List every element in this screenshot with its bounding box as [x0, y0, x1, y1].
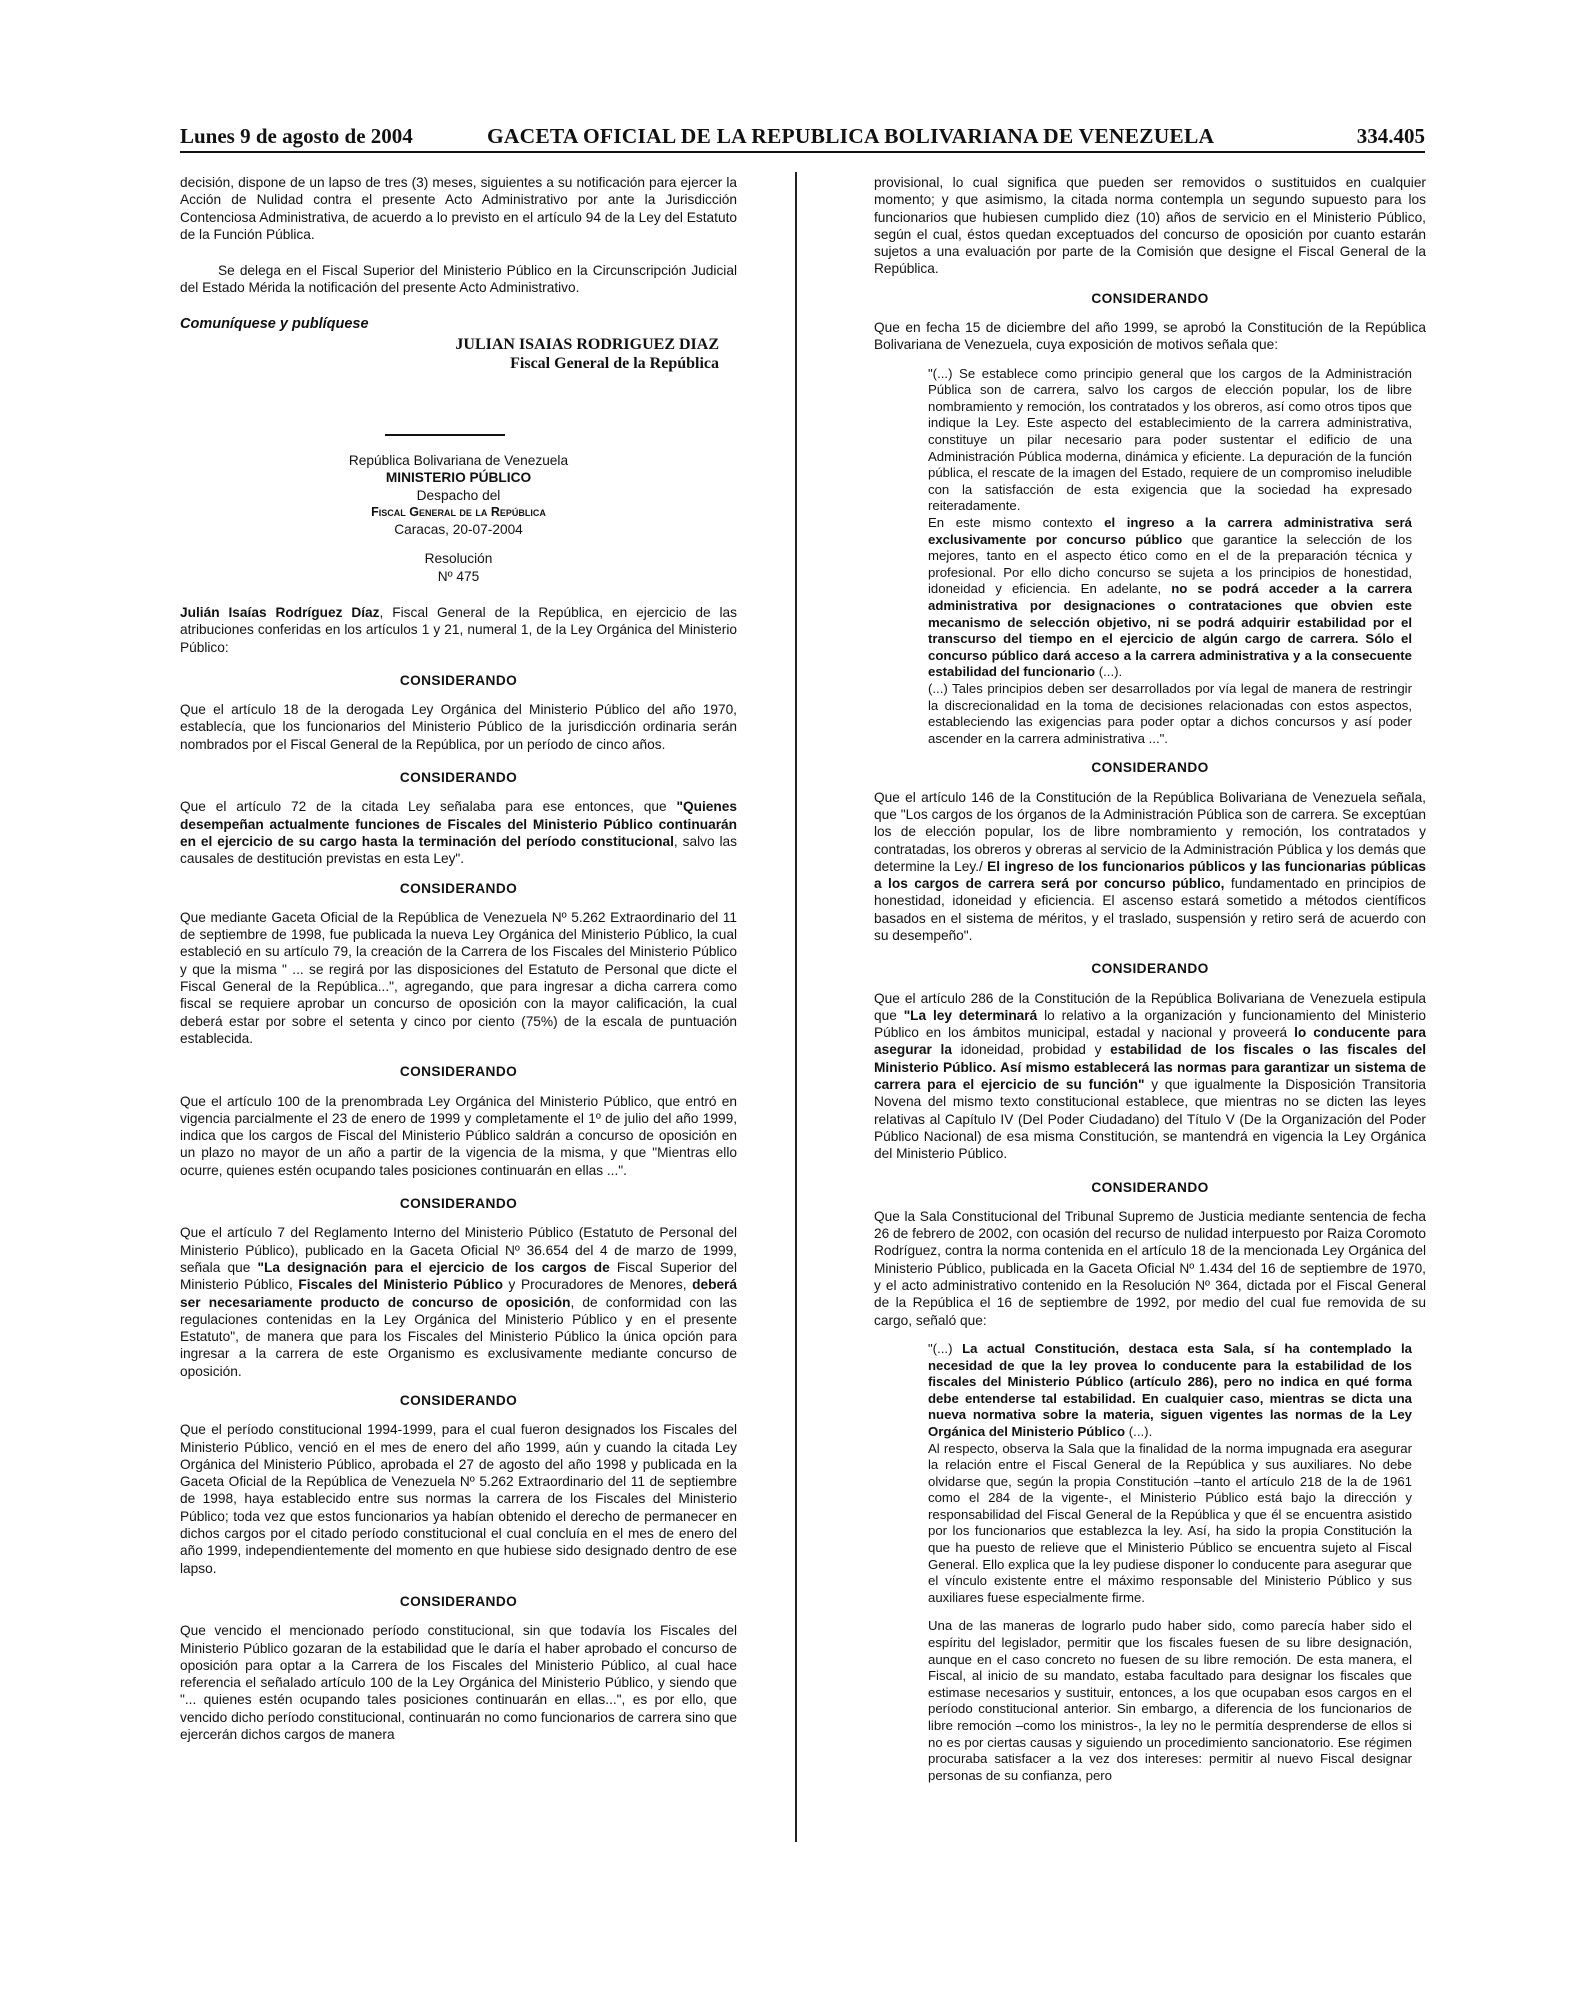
heading-considerando: CONSIDERANDO: [399, 1064, 518, 1080]
paragraph: Que en fecha 15 de diciembre del año 1999, se aprobó la Constitución de la República Bolivariana de Venezuela, cuya exposición de motivos señala que:: [874, 320, 1426, 353]
text-run-bold: "Quienes desempeñan actualmente funciones de Fiscales del Ministerio Público continuarán en el ejercicio de su cargo hasta la terminación del período constitucional: [180, 799, 737, 849]
text-run-bold: deberá ser necesariamente producto de concurso de oposición: [180, 1277, 737, 1310]
column-divider: [795, 172, 797, 1842]
signature-rule: [385, 434, 505, 436]
heading-considerando: CONSIDERANDO: [1091, 290, 1209, 306]
paragraph: Que el artículo 18 de la derogada Ley Orgánica del Ministerio Público del año 1970, establecía, que los funcionarios del Ministerio Público de la jurisdicción ordinaria serán nombrados por el Fiscal General de la República, por un período de cinco años.: [180, 702, 737, 752]
paragraph: decisión, dispone de un lapso de tres (3) meses, siguientes a su notificación para ejercer la Acción de Nulidad contra el presente Acto Administrativo por ante la Jurisdicción Contenciosa Administrativa, de acuerdo a lo previsto en el artículo 94 de la Ley del Estatuto de la Función Pública.: [180, 175, 737, 242]
heading-considerando: CONSIDERANDO: [399, 770, 518, 786]
text-run: y que igualmente la Disposición Transitoria Novena del mismo texto constitucional establece, que mientras no se dicten las leyes relativas al Capítulo IV (Del Poder Ciudadano) del Título V (De la Organización del Poder Público Nacional) de esa misma Constitución, se mantendrá en vigencia la Ley Orgánica del Ministerio Público.: [874, 1077, 1426, 1162]
quote-paragraph: [928, 1341, 1412, 1441]
heading-considerando: CONSIDERANDO: [399, 672, 518, 688]
letterhead-fiscal: Fiscal General de la República: [371, 504, 546, 519]
heading-considerando: CONSIDERANDO: [1091, 961, 1209, 977]
text-run: , salvo las causales de destitución previstas en esta Ley".: [180, 833, 738, 867]
text-run: Que el artículo 146 de la Constitución de la República Bolivariana de Venezuela señala, que "Los cargos de los órganos de la Administración Pública son de carrera. Se exceptúan los de elección popular, los de libre nombramiento y remoción, los contratados y contratadas, los obreros y obreras al servicio de la Administración Pública y los demás que determine la Ley./: [874, 789, 1426, 874]
paragraph: provisional, lo cual significa que pueden ser removidos o sustituidos en cualquier momento; y que asimismo, la citada norma contempla un segundo supuesto para los funcionarios que hubiesen cumplido diez (10) años de servicio en el Ministerio Público, según el cual, éstos quedan exceptuados del concurso de oposición por cuanto estarán sujetos a una evaluación por parte de la Comisión que designe el Fiscal General de la República.: [874, 175, 1426, 277]
text-run-bold: El ingreso de los funcionarios públicos y las funcionarias públicas a los cargos de carrera será por concurso público,: [874, 858, 1426, 892]
resolution-number: Nº 475: [437, 568, 480, 584]
left-body: [180, 604, 737, 1743]
text-run: lo relativo a la organización y funcionamiento del Ministerio Público en los ámbitos municipal, estadal y nacional y proveerá: [874, 1007, 1427, 1041]
header-title: GACETA OFICIAL DE LA REPUBLICA BOLIVARIANA DE VENEZUELA: [487, 124, 1215, 148]
quote-block: [928, 1341, 1412, 1784]
paragraph: Que vencido el mencionado período constitucional, sin que todavía los Fiscales del Ministerio Público gozaran de la estabilidad que le daría el haber aprobado el concurso de oposición para optar a la Carrera de los Fiscales del Ministerio Público, al cual hace referencia el señalado artículo 100 de la Ley Orgánica del Ministerio Público, y siendo que "... quienes estén ocupando tales posiciones continuarán en ellas...", es por ello, que vencido dicho período constitucional, continuarán no como funcionarios de carrera sino que ejercerán dichos cargos de manera: [180, 1623, 737, 1743]
text-run-bold: "La ley determinará: [903, 1007, 1038, 1023]
paragraph: [874, 789, 1426, 945]
heading-considerando: CONSIDERANDO: [399, 1392, 518, 1408]
quote-paragraph: [928, 515, 1412, 681]
resolution-label: Resolución: [424, 551, 493, 567]
page-header: [180, 124, 1425, 150]
intro-name: Julián Isaías Rodríguez Díaz: [180, 605, 380, 620]
heading-considerando: CONSIDERANDO: [1091, 760, 1209, 776]
heading-considerando: CONSIDERANDO: [399, 1196, 518, 1212]
text-run: Que el artículo 7 del Reglamento Interno del Ministerio Público (Estatuto de Personal del Ministerio Público), publicado en la Gaceta Oficial Nº 36.654 del 4 de marzo de 1999, señala que: [180, 1225, 737, 1275]
heading-considerando: CONSIDERANDO: [399, 880, 518, 896]
header-page-number: 334.405: [1356, 124, 1425, 148]
text-run: idoneidad, probidad y: [951, 1042, 1111, 1058]
right-column: [874, 174, 1426, 1784]
text-run: y Procuradores de Menores,: [502, 1277, 693, 1293]
paragraph: Que mediante Gaceta Oficial de la República de Venezuela Nº 5.262 Extraordinario del 11 de septiembre de 1998, fue publicada la nueva Ley Orgánica del Ministerio Público, la cual estableció en su artículo 79, la creación de la Carrera de los Fiscales del Ministerio Público y que la misma " ... se regirá por las disposiciones del Estatuto de Personal que dicte el Fiscal General de la República...", agregando, que para ingresar a dicha carrera como fiscal se requiere aprobar un concurso de oposición con la mayor calificación, la cual deberá estar por sobre el setenta y cinco por ciento (75%) de la escala de puntuación establecida.: [180, 909, 737, 1046]
letterhead-ministry: MINISTERIO PÚBLICO: [385, 470, 532, 486]
text-run: (...).: [1125, 1423, 1153, 1439]
quote-paragraph: "(...) Se establece como principio general que los cargos de la Administración Pública son de carrera, salvo los cargos de elección popular, los de libre nombramiento y remoción, los contratados y los obreros, así como otros tipos que indique la Ley. Este aspecto del establecimiento de la carrera administrativa, constituye un pilar necesario para poder sustentar el edificio de una Administración Pública moderna, dinámica y eficiente. La depuración de la función pública, el rescate de la imagen del Estado, requiere de un compromiso ineludible con la satisfacción de esta exigencia que la sociedad ha expresado reiteradamente.: [928, 365, 1412, 514]
text-run: En este mismo contexto: [928, 515, 1105, 531]
text-run: Fiscal Superior del Ministerio Público,: [180, 1259, 738, 1293]
left-column: [180, 174, 737, 373]
header-rule: [180, 151, 1425, 153]
text-run: Que el artículo 72 de la citada Ley señalaba para ese entonces, que: [180, 799, 677, 815]
intro-text: , Fiscal General de la República, en ejercicio de las atribuciones conferidas en los artículos 1 y 21, numeral 1, de la Ley Orgánica del Ministerio Público:: [180, 605, 737, 655]
intro-paragraph: [180, 604, 737, 656]
text-run-bold: el ingreso a la carrera administrativa será exclusivamente por concurso público: [928, 515, 1412, 547]
paragraph: [180, 798, 737, 867]
text-run-bold: estabilidad de los fiscales o las fiscales del Ministerio Público. Así mismo establecerá las normas para garantizar un sistema de carrera para el ejercicio de su función": [874, 1042, 1427, 1093]
text-run: (...).: [1095, 664, 1123, 680]
quote-block: [928, 366, 1412, 748]
quote-paragraph: Una de las maneras de lograrlo pudo haber sido, como parecía haber sido el espíritu del legislador, permitir que los fiscales fuesen de su libre designación, aunque en el caso concreto no fuesen de su libre remoción. De esta manera, el Fiscal, al inicio de su mandato, estaba facultado para designar los fiscales que estimase necesarios y sustituir, entonces, a los que ocupaban esos cargos en el período constitucional anterior. Sin embargo, a diferencia de los funcionarios de libre remoción –como los ministros-, la ley no le permitía desprenderse de ellos si no es por ciertas causas y siguiendo un procedimiento sancionatorio. Ese régimen procuraba satisfacer a la vez dos intereses: permitir al nuevo Fiscal designar personas de su confianza, pero: [928, 1618, 1412, 1783]
paragraph: Que el artículo 100 de la prenombrada Ley Orgánica del Ministerio Público, que entró en vigencia parcialmente el 23 de enero de 1999 y completamente el 1º de julio del año 1999, indica que los cargos de Fiscal del Ministerio Público saldrán a concurso de oposición en un plazo no mayor de un año a partir de la vigencia de la misma, y que "Mientras ello ocurre, quienes estén ocupando tales posiciones continuarán en ellas ...".: [180, 1093, 737, 1178]
text-run-bold: no se podrá acceder a la carrera administrativa por designaciones o contrataciones que obvien este mecanismo de selección objetivo, ni se podrá adquirir estabilidad por el transcurso del tiempo en el ejercicio de algún cargo de carrera. Sólo el concurso público dará acceso a la carrera administrativa y a la consecuente estabilidad del funcionario: [928, 581, 1412, 680]
text-run-bold: Fiscales del Ministerio Público: [298, 1277, 503, 1293]
paragraph: Que el período constitucional 1994-1999, para el cual fueron designados los Fiscales del Ministerio Público, venció en el mes de enero del año 1999, aún y cuando la citada Ley Orgánica del Ministerio Público, aprobada el 27 de agosto del año 1998 y publicada en la Gaceta Oficial de la República de Venezuela Nº 5.262 Extraordinario del 11 de septiembre de 1998, haya establecido entre sus normas la carrera de los Fiscales del Ministerio Público; toda vez que estos funcionarios ya habían obtenido el derecho de permanecer en dichos cargos por el citado período constitucional el cual concluía en el mes de enero del año 1999, independientemente del momento en que hubiese sido designado dentro de ese lapso.: [180, 1422, 737, 1576]
text-run: fundamentado en principios de honestidad, idoneidad y eficiencia. El ascenso estará sometido a métodos científicos basados en el sistema de méritos, y el traslado, suspensión y retiro será de acuerdo con su desempeño".: [874, 876, 1427, 943]
letterhead: [180, 452, 737, 585]
paragraph: [180, 1224, 737, 1380]
paragraph: Se delega en el Fiscal Superior del Ministerio Público en la Circunscripción Judicial del Estado Mérida la notificación del presente Acto Administrativo.: [180, 263, 737, 296]
heading-considerando: CONSIDERANDO: [1091, 1179, 1209, 1195]
text-run-bold: lo conducente para asegurar la: [874, 1025, 1426, 1058]
letterhead-office: Despacho del: [416, 487, 501, 503]
text-run: Que el artículo 286 de la Constitución de la República Bolivariana de Venezuela estipula que: [874, 990, 1426, 1023]
letterhead-date: Caracas, 20-07-2004: [394, 522, 523, 538]
paragraph: [874, 990, 1426, 1163]
quote-paragraph: (...) Tales principios deben ser desarrollados por vía legal de manera de restringir la discrecionalidad en la toma de decisiones relacionadas con estos aspectos, estableciendo las exigencias para poder optar a dichos concursos y así poder ascender en la carrera administrativa ...".: [928, 680, 1412, 746]
text-run: "(...): [928, 1340, 963, 1356]
heading-considerando: CONSIDERANDO: [399, 1593, 518, 1609]
text-run-bold: La actual Constitución, destaca esta Sala, sí ha contemplado la necesidad de que la ley provea lo conducente para la estabilidad de los fiscales del Ministerio Público (artículo 286), pero no indica en qué forma debe entenderse tal estabilidad. En cualquier caso, mientras se dicta una nueva normativa sobre la materia, siguen vigentes las normas de la Ley Orgánica del Ministerio Público: [928, 1340, 1412, 1439]
text-run-bold: "La designación para el ejercicio de los cargos de: [257, 1259, 610, 1275]
paragraph: Que la Sala Constitucional del Tribunal Supremo de Justicia mediante sentencia de fecha 26 de febrero de 2002, con ocasión del recurso de nulidad interpuesto por Raiza Coromoto Rodríguez, contra la norma contenida en el artículo 18 de la mencionada Ley Orgánica del Ministerio Público, publicada en la Gaceta Oficial Nº 1.434 del 16 de septiembre de 1970, y el acto administrativo contenido en la Resolución Nº 364, dictada por el Fiscal General de la República el 16 de septiembre de 1992, por medio del cual fue removida de su cargo, señaló que:: [874, 1208, 1426, 1328]
text-run: , de conformidad con las regulaciones contenidas en la Ley Orgánica del Ministerio Público y en el presente Estatuto", de manera que para los Fiscales del Ministerio Público la única opción para ingresar a la carrera de este Organismo es exclusivamente mediante concurso de oposición.: [180, 1294, 737, 1379]
signature-name: JULIAN ISAIAS RODRIGUEZ DIAZ: [455, 336, 719, 354]
letterhead-republic: República Bolivariana de Venezuela: [348, 453, 569, 468]
signature-title: Fiscal General de la República: [510, 355, 719, 373]
quote-paragraph: Al respecto, observa la Sala que la finalidad de la norma impugnada era asegurar la relación entre el Fiscal General de la República y sus auxiliares. No debe olvidarse que, según la propia Constitución –tanto el artículo 218 de la de 1961 como el 284 de la vigente-, el Ministerio Público está bajo la dirección y responsabilidad del Fiscal General de la República y que él se encuentra asistido por los funcionarios que establezca la ley. Así, ha sido la propia Constitución la que ha puesto de relieve que el Ministerio Público se encuentra sujeto al Fiscal General. Ello explica que la ley pudiese disponer lo conducente para asegurar que el vínculo existente entre el máximo responsable del Ministerio Público y sus auxiliares fuese especialmente firme.: [928, 1440, 1412, 1605]
closing-formula: Comuníquese y publíquese: [180, 315, 369, 332]
header-date: Lunes 9 de agosto de 2004: [180, 124, 413, 148]
text-run: que garantice la selección de los mejores, tanto en el aspecto ético como en el de la preparación técnica y profesional. Por ello dicho concurso se sujeta a los principios de honestidad, idoneidad y eficiencia. En adelante,: [928, 531, 1412, 597]
